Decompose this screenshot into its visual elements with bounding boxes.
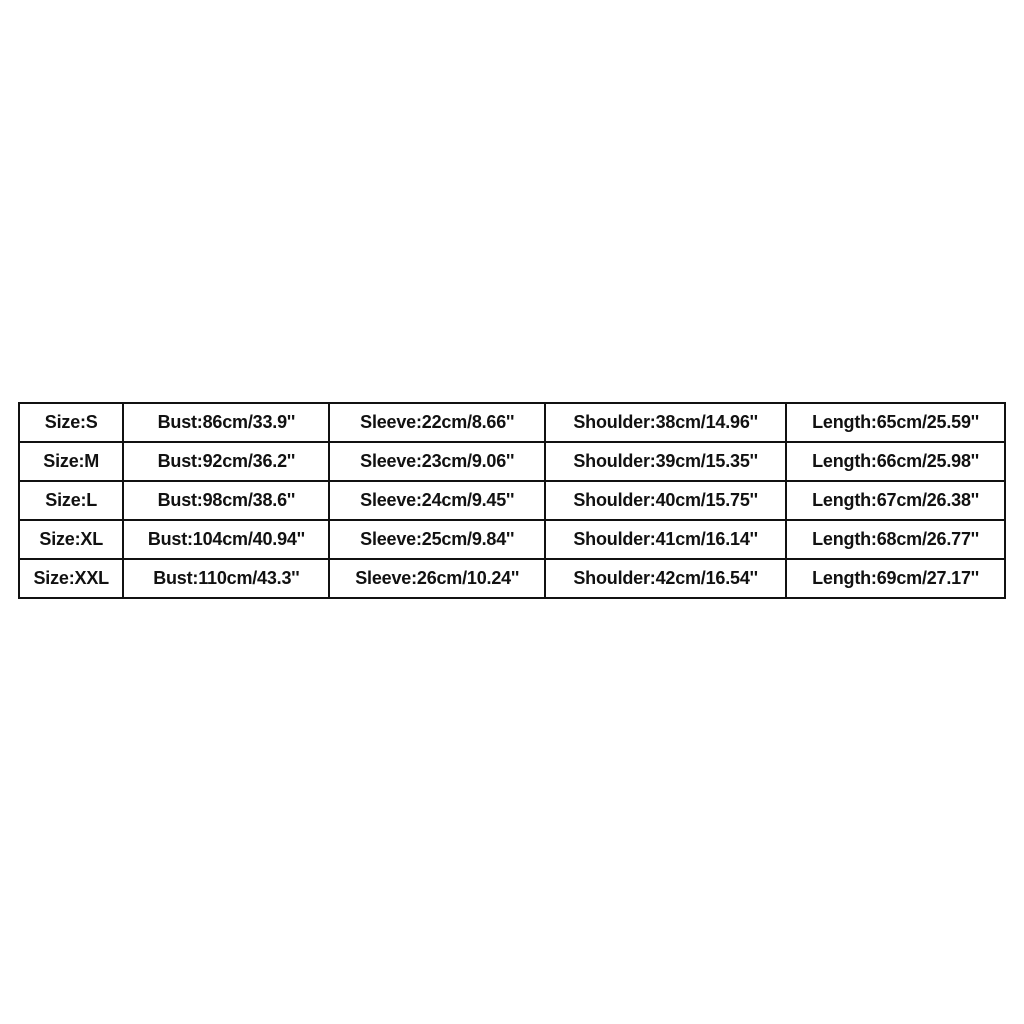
length-cell: Length:68cm/26.77'' [786, 520, 1005, 559]
sleeve-cell: Sleeve:26cm/10.24'' [329, 559, 545, 598]
size-cell: Size:L [19, 481, 123, 520]
bust-cell: Bust:98cm/38.6'' [123, 481, 329, 520]
table-row [19, 403, 1005, 442]
size-cell: Size:S [19, 403, 123, 442]
shoulder-cell: Shoulder:39cm/15.35'' [545, 442, 786, 481]
length-cell: Length:66cm/25.98'' [786, 442, 1005, 481]
sleeve-cell: Sleeve:23cm/9.06'' [329, 442, 545, 481]
table-row [19, 442, 1005, 481]
table-row [19, 481, 1005, 520]
bust-cell: Bust:104cm/40.94'' [123, 520, 329, 559]
bust-cell: Bust:92cm/36.2'' [123, 442, 329, 481]
sleeve-cell: Sleeve:22cm/8.66'' [329, 403, 545, 442]
size-cell: Size:M [19, 442, 123, 481]
length-cell: Length:69cm/27.17'' [786, 559, 1005, 598]
shoulder-cell: Shoulder:40cm/15.75'' [545, 481, 786, 520]
bust-cell: Bust:86cm/33.9'' [123, 403, 329, 442]
shoulder-cell: Shoulder:41cm/16.14'' [545, 520, 786, 559]
length-cell: Length:67cm/26.38'' [786, 481, 1005, 520]
size-cell: Size:XL [19, 520, 123, 559]
table-row [19, 520, 1005, 559]
table-row [19, 559, 1005, 598]
sleeve-cell: Sleeve:24cm/9.45'' [329, 481, 545, 520]
shoulder-cell: Shoulder:42cm/16.54'' [545, 559, 786, 598]
shoulder-cell: Shoulder:38cm/14.96'' [545, 403, 786, 442]
size-cell: Size:XXL [19, 559, 123, 598]
sleeve-cell: Sleeve:25cm/9.84'' [329, 520, 545, 559]
size-chart-table [18, 402, 1006, 599]
length-cell: Length:65cm/25.59'' [786, 403, 1005, 442]
bust-cell: Bust:110cm/43.3'' [123, 559, 329, 598]
